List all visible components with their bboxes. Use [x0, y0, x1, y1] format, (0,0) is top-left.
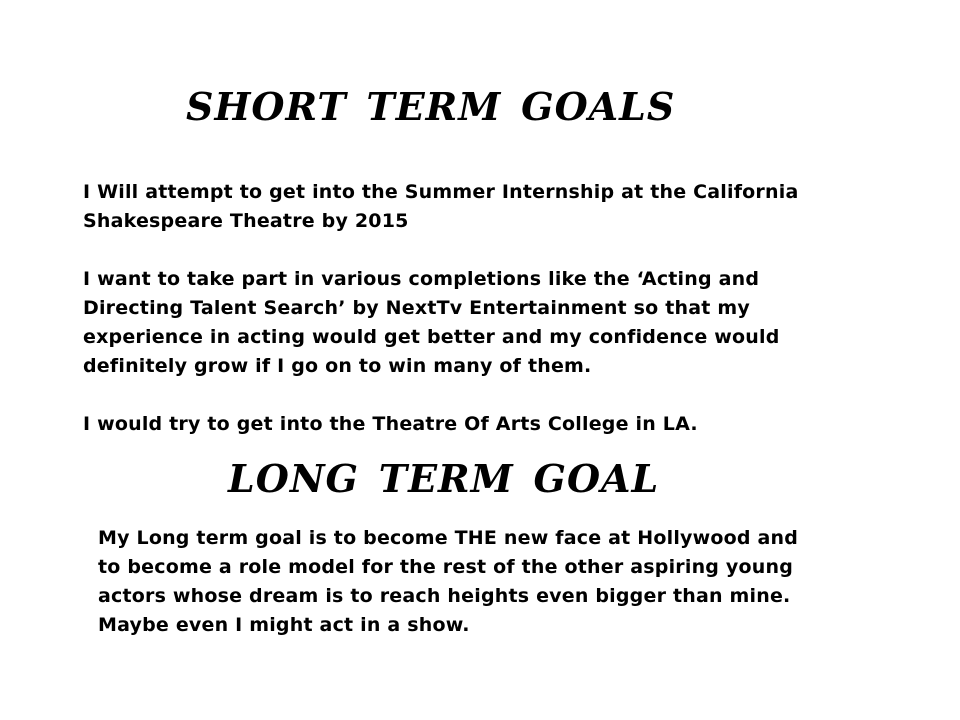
text-line: My Long term goal is to become THE new face at Hollywood and — [98, 527, 799, 549]
short-term-goals-heading: short term goals — [186, 69, 676, 133]
text-line: Directing Talent Search’ by NextTv Entertainment so that my — [83, 297, 750, 319]
short-term-paragraph-college — [83, 410, 953, 439]
short-term-paragraph-competitions — [83, 265, 953, 381]
text-line: Maybe even I might act in a show. — [98, 614, 470, 636]
text-line: Shakespeare Theatre by 2015 — [83, 210, 409, 232]
long-term-goal-body — [98, 524, 954, 640]
text-line: I Will attempt to get into the Summer Internship at the California — [83, 181, 799, 203]
long-term-goal-heading: long term goal — [228, 441, 660, 505]
text-line: I would try to get into the Theatre Of Arts College in LA. — [83, 413, 698, 435]
text-line: actors whose dream is to reach heights even bigger than mine. — [98, 585, 791, 607]
text-line: experience in acting would get better and my confidence would — [83, 326, 780, 348]
short-term-goals-body — [83, 178, 953, 439]
short-term-paragraph-internship — [83, 178, 953, 236]
text-line: to become a role model for the rest of the other aspiring young — [98, 556, 794, 578]
long-term-paragraph — [98, 524, 954, 640]
text-line: definitely grow if I go on to win many of them. — [83, 355, 592, 377]
text-line: I want to take part in various completions like the ‘Acting and — [83, 268, 760, 290]
